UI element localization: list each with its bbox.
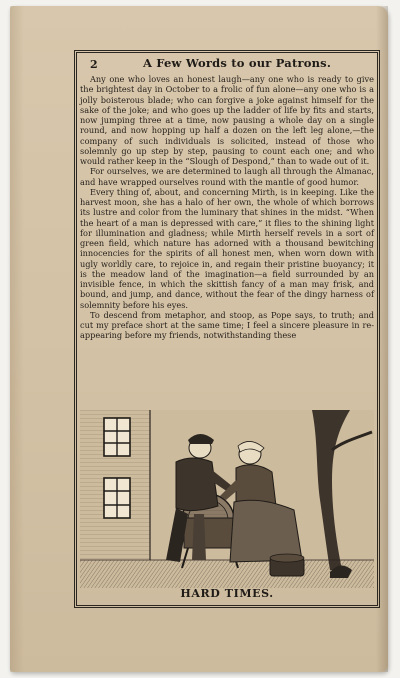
page-heading: A Few Words to our Patrons. [142,56,332,70]
paragraph: For ourselves, we are determined to laugh all through the Almanac, and have wrapped ourselves round with the mantle of good humor. [80,166,374,187]
body-text [80,74,374,341]
engraving-illustration [80,410,374,588]
lower-window [104,478,130,518]
paragraph: Any one who loves an honest laugh—any one who is ready to give the brightest day in October to a frolic of fun alone—any one who is a jolly boisterous blade; who can forgive a joke against himself for the sake of the joke; and who goes up the ladder of life by fits and starts, now jumping three at a time, now pausing a whole day on a single round, and now hopping up half a dozen on the left leg alone,—the company of such individuals is solicited, instead of those who solemnly go up step by step, pausing to count each one; and who would rather keep in the “Slough of Despond,” than to wade out of it. [80,74,374,166]
upper-window [104,418,130,456]
paragraph: To descend from metaphor, and stoop, as Pope says, to truth; and cut my preface short at the same time; I feel a sincere pleasure in re-appearing before my friends, notwithstanding these [80,309,374,341]
illustration-caption: HARD TIMES. [180,587,274,600]
page-number: 2 [90,58,98,71]
basket [270,554,304,576]
paragraph: Every thing of, about, and concerning Mirth, is in keeping. Like the harvest moon, she has a halo of her own, the whole of which borrows its lustre and color from the luminary that shines in the midst. “When the heart of a man is depressed with care,” it flies to the shining light for illumination and gladness; while Mirth herself revels in a sort of green field, which nature has adorned with a thousand bewitching innocencies for the spirits of all honest men, when worn down with ugly worldly care, to rejoice in, and regain their pristine buoyancy; it is the meadow land of the imagination—a field surrounded by an invisible fence, in which the skittish fancy of a man may frisk, and bound, and jump, and dance, without the fear of the dingy harness of solemnity before his eyes. [80,186,374,310]
hard-times-engraving [80,410,374,588]
